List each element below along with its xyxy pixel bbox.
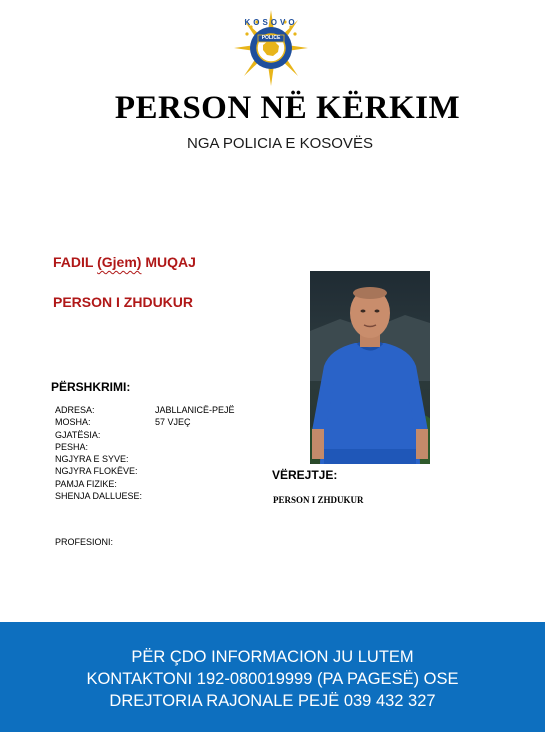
person-first-name: FADIL (53, 254, 94, 270)
person-name (53, 254, 196, 270)
contact-footer (0, 622, 545, 732)
remarks-text: PERSON I ZHDUKUR (273, 495, 364, 505)
field-label: SHENJA DALLUESE: (55, 491, 143, 502)
field-row-height (55, 429, 235, 441)
field-row-build (55, 478, 235, 490)
field-row-eye-color (55, 453, 235, 465)
field-row-age (55, 416, 235, 428)
field-row-weight (55, 441, 235, 453)
field-row-hair-color (55, 465, 235, 477)
person-photo (310, 271, 430, 464)
footer-text (0, 646, 545, 712)
page-subtitle: NGA POLICIA E KOSOVËS (187, 135, 373, 152)
field-label: GJATËSIA: (55, 429, 101, 440)
person-last-name: MUQAJ (145, 254, 196, 270)
footer-line-3: DREJTORIA RAJONALE PEJË 039 432 327 (109, 692, 436, 710)
kosovo-police-logo (232, 8, 310, 88)
person-nickname: (Gjem) (97, 254, 142, 270)
description-heading: PËRSHKRIMI: (51, 380, 131, 394)
remarks-heading: VËREJTJE: (272, 468, 338, 482)
logo-badge-text: POLICE (261, 35, 281, 41)
field-label: PAMJA FIZIKE: (55, 478, 117, 489)
field-label: NGJYRA E SYVE: (55, 454, 129, 465)
field-label: ADRESA: (55, 405, 95, 415)
profession-label: PROFESIONI: (55, 537, 114, 547)
field-label: MOSHA: (55, 417, 91, 428)
footer-line-2: KONTAKTONI 192-080019999 (PA PAGESË) OSE (86, 670, 459, 688)
field-row-distinguishing-marks (55, 490, 235, 502)
description-fields (55, 404, 235, 502)
field-value: JABLLANICË-PEJË (155, 405, 235, 415)
person-status: PERSON I ZHDUKUR (53, 294, 194, 310)
field-value: 57 VJEÇ (155, 417, 191, 428)
field-row-address (55, 404, 235, 416)
page-title: PERSON NË KËRKIM (114, 90, 461, 126)
field-label: PESHA: (55, 441, 89, 452)
logo-arc-text: KOSOVO (244, 18, 298, 27)
field-label: NGJYRA FLOKËVE: (55, 466, 138, 477)
footer-line-1: PËR ÇDO INFORMACION JU LUTEM (131, 648, 414, 666)
